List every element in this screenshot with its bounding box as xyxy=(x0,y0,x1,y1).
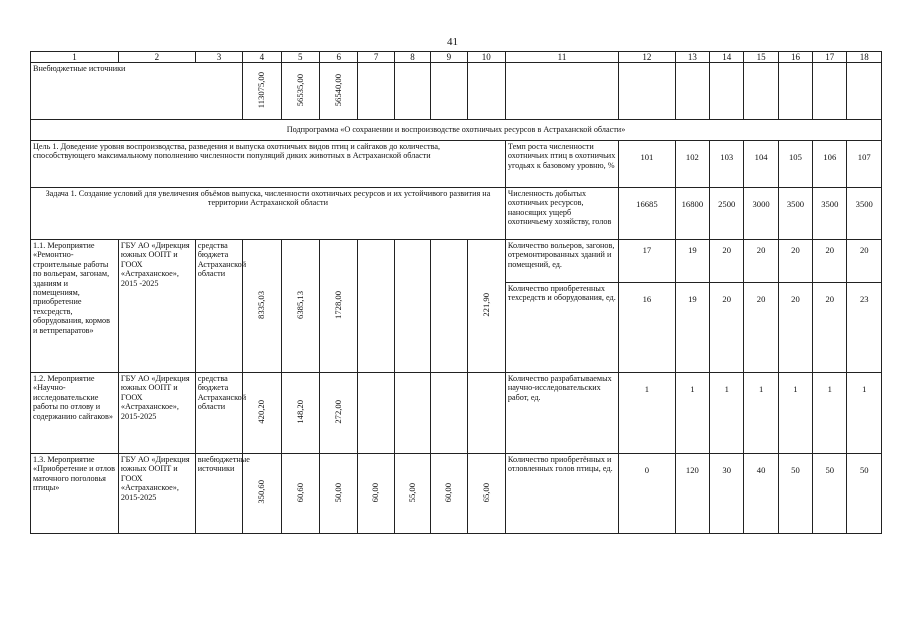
measure-source: внебюджетные источники xyxy=(195,454,243,534)
indicator-text: Количество приобретённых и отловленных голов птицы, ед. xyxy=(505,454,618,534)
goal-text: Цель 1. Доведение уровня воспроизводства, разведения и выпуска охотничьих видов птиц и сайгаков до количества, способствующего максимальному пополнению численности популяций диких животных в Астраханской области xyxy=(31,141,506,188)
indicator-value: 17 xyxy=(619,240,676,283)
measure-amount: 1728,00 xyxy=(320,240,358,373)
indicator-value: 40 xyxy=(744,454,778,534)
task-value: 3500 xyxy=(847,188,882,240)
budget-cell: 56540,00 xyxy=(320,63,358,120)
measure-name: 1.2. Мероприятие «Научно-исследовательские работы по отлову и содержанию сайгаков» xyxy=(31,373,119,454)
budget-cell: 56535,00 xyxy=(281,63,319,120)
indicator-value: 16 xyxy=(619,283,676,373)
indicator-value: 0 xyxy=(619,454,676,534)
column-number: 15 xyxy=(744,52,778,63)
measure-row xyxy=(31,240,882,283)
task-text: Задача 1. Создание условий для увеличения объёмов выпуска, численности охотничьих ресурсов и их устойчивого развития на территории Астраханской области xyxy=(31,188,506,240)
indicator-value: 20 xyxy=(744,283,778,373)
column-number: 2 xyxy=(118,52,195,63)
column-number: 18 xyxy=(847,52,882,63)
indicator-value: 19 xyxy=(675,283,709,373)
indicator-value: 50 xyxy=(778,454,812,534)
subprogram-title: Подпрограмма «О сохранении и воспроизводстве охотничьих ресурсов в Астраханской области» xyxy=(31,120,882,141)
measure-amount: 50,00 xyxy=(320,454,358,534)
column-number: 7 xyxy=(358,52,394,63)
program-table xyxy=(30,51,882,534)
goal-value: 106 xyxy=(813,141,847,188)
measure-amount: 55,00 xyxy=(394,454,430,534)
column-number: 8 xyxy=(394,52,430,63)
measure-amount: 272,00 xyxy=(320,373,358,454)
indicator-value: 1 xyxy=(619,373,676,454)
indicator-value: 20 xyxy=(778,283,812,373)
measure-amount: 8335,03 xyxy=(243,240,281,373)
column-number: 9 xyxy=(431,52,467,63)
measure-amount: 420,20 xyxy=(243,373,281,454)
task-value: 3000 xyxy=(744,188,778,240)
indicator-value: 20 xyxy=(710,283,744,373)
measure-amount: 148,20 xyxy=(281,373,319,454)
task-indicator: Численность добытых охотничьих ресурсов, наносящих ущерб охотничьему хозяйству, голов xyxy=(505,188,618,240)
measure-amount xyxy=(431,240,467,373)
subprogram-row xyxy=(31,120,882,141)
goal-indicator: Темп роста численности охотничьих птиц в охотничьих угодьях к базовому уровню, % xyxy=(505,141,618,188)
task-value: 16685 xyxy=(619,188,676,240)
measure-executor: ГБУ АО «Дирекция южных ООПТ и ГООХ «Астраханское», 2015-2025 xyxy=(118,373,195,454)
measure-source: средства бюджета Астраханской области xyxy=(195,373,243,454)
measure-row xyxy=(31,454,882,534)
goal-value: 103 xyxy=(710,141,744,188)
measure-amount: 60,60 xyxy=(281,454,319,534)
measure-executor: ГБУ АО «Дирекция южных ООПТ и ГООХ «Астраханское», 2015-2025 xyxy=(118,454,195,534)
column-number-row xyxy=(31,52,882,63)
measure-executor: ГБУ АО «Дирекция южных ООПТ и ГООХ «Астраханское», 2015 -2025 xyxy=(118,240,195,373)
indicator-value: 20 xyxy=(813,240,847,283)
indicator-value: 1 xyxy=(847,373,882,454)
indicator-value: 1 xyxy=(778,373,812,454)
column-number: 1 xyxy=(31,52,119,63)
column-number: 11 xyxy=(505,52,618,63)
goal-value: 105 xyxy=(778,141,812,188)
goal-value: 104 xyxy=(744,141,778,188)
indicator-value: 1 xyxy=(744,373,778,454)
measure-amount xyxy=(358,240,394,373)
task-value: 3500 xyxy=(778,188,812,240)
column-number: 6 xyxy=(320,52,358,63)
column-number: 3 xyxy=(195,52,243,63)
indicator-value: 30 xyxy=(710,454,744,534)
goal-value: 101 xyxy=(619,141,676,188)
measure-name: 1.1. Мероприятие «Ремонтно-строительные работы по вольерам, загонам, зданиям и помещениям, приобретение техсредств, оборудования, кормов и ветпрепаратов» xyxy=(31,240,119,373)
budget-label: Внебюджетные источники xyxy=(31,63,243,120)
indicator-value: 20 xyxy=(847,240,882,283)
indicator-value: 1 xyxy=(675,373,709,454)
column-number: 4 xyxy=(243,52,281,63)
measure-amount: 350,60 xyxy=(243,454,281,534)
goal-row xyxy=(31,141,882,188)
indicator-value: 50 xyxy=(847,454,882,534)
indicator-value: 50 xyxy=(813,454,847,534)
measure-amount: 60,00 xyxy=(431,454,467,534)
column-number: 5 xyxy=(281,52,319,63)
indicator-text: Количество вольеров, загонов, отремонтированных зданий и помещений, ед. xyxy=(505,240,618,283)
indicator-text: Количество приобретенных техсредств и оборудования, ед. xyxy=(505,283,618,373)
indicator-value: 23 xyxy=(847,283,882,373)
measure-amount: 221,90 xyxy=(467,240,505,373)
column-number: 12 xyxy=(619,52,676,63)
measure-name: 1.3. Мероприятие «Приобретение и отлов маточного поголовья птицы» xyxy=(31,454,119,534)
measure-amount: 60,00 xyxy=(358,454,394,534)
column-number: 13 xyxy=(675,52,709,63)
column-number: 10 xyxy=(467,52,505,63)
task-value: 3500 xyxy=(813,188,847,240)
indicator-text: Количество разрабатываемых научно-исследовательских работ, ед. xyxy=(505,373,618,454)
indicator-value: 120 xyxy=(675,454,709,534)
column-number: 17 xyxy=(813,52,847,63)
task-value: 16800 xyxy=(675,188,709,240)
indicator-value: 20 xyxy=(778,240,812,283)
measure-amount xyxy=(431,373,467,454)
column-number: 16 xyxy=(778,52,812,63)
measure-amount xyxy=(467,373,505,454)
indicator-value: 19 xyxy=(675,240,709,283)
measure-source: средства бюджета Астраханской области xyxy=(195,240,243,373)
measure-amount xyxy=(394,373,430,454)
measure-row xyxy=(31,373,882,454)
measure-amount: 65,00 xyxy=(467,454,505,534)
indicator-value: 20 xyxy=(710,240,744,283)
budget-row xyxy=(31,63,882,120)
measure-amount xyxy=(394,240,430,373)
indicator-value: 1 xyxy=(710,373,744,454)
measure-amount: 6385,13 xyxy=(281,240,319,373)
measure-amount xyxy=(358,373,394,454)
indicator-value: 1 xyxy=(813,373,847,454)
task-value: 2500 xyxy=(710,188,744,240)
goal-value: 102 xyxy=(675,141,709,188)
task-row xyxy=(31,188,882,240)
indicator-value: 20 xyxy=(813,283,847,373)
goal-value: 107 xyxy=(847,141,882,188)
column-number: 14 xyxy=(710,52,744,63)
page-number: 41 xyxy=(447,36,458,48)
budget-cell: 113075,00 xyxy=(243,63,281,120)
indicator-value: 20 xyxy=(744,240,778,283)
